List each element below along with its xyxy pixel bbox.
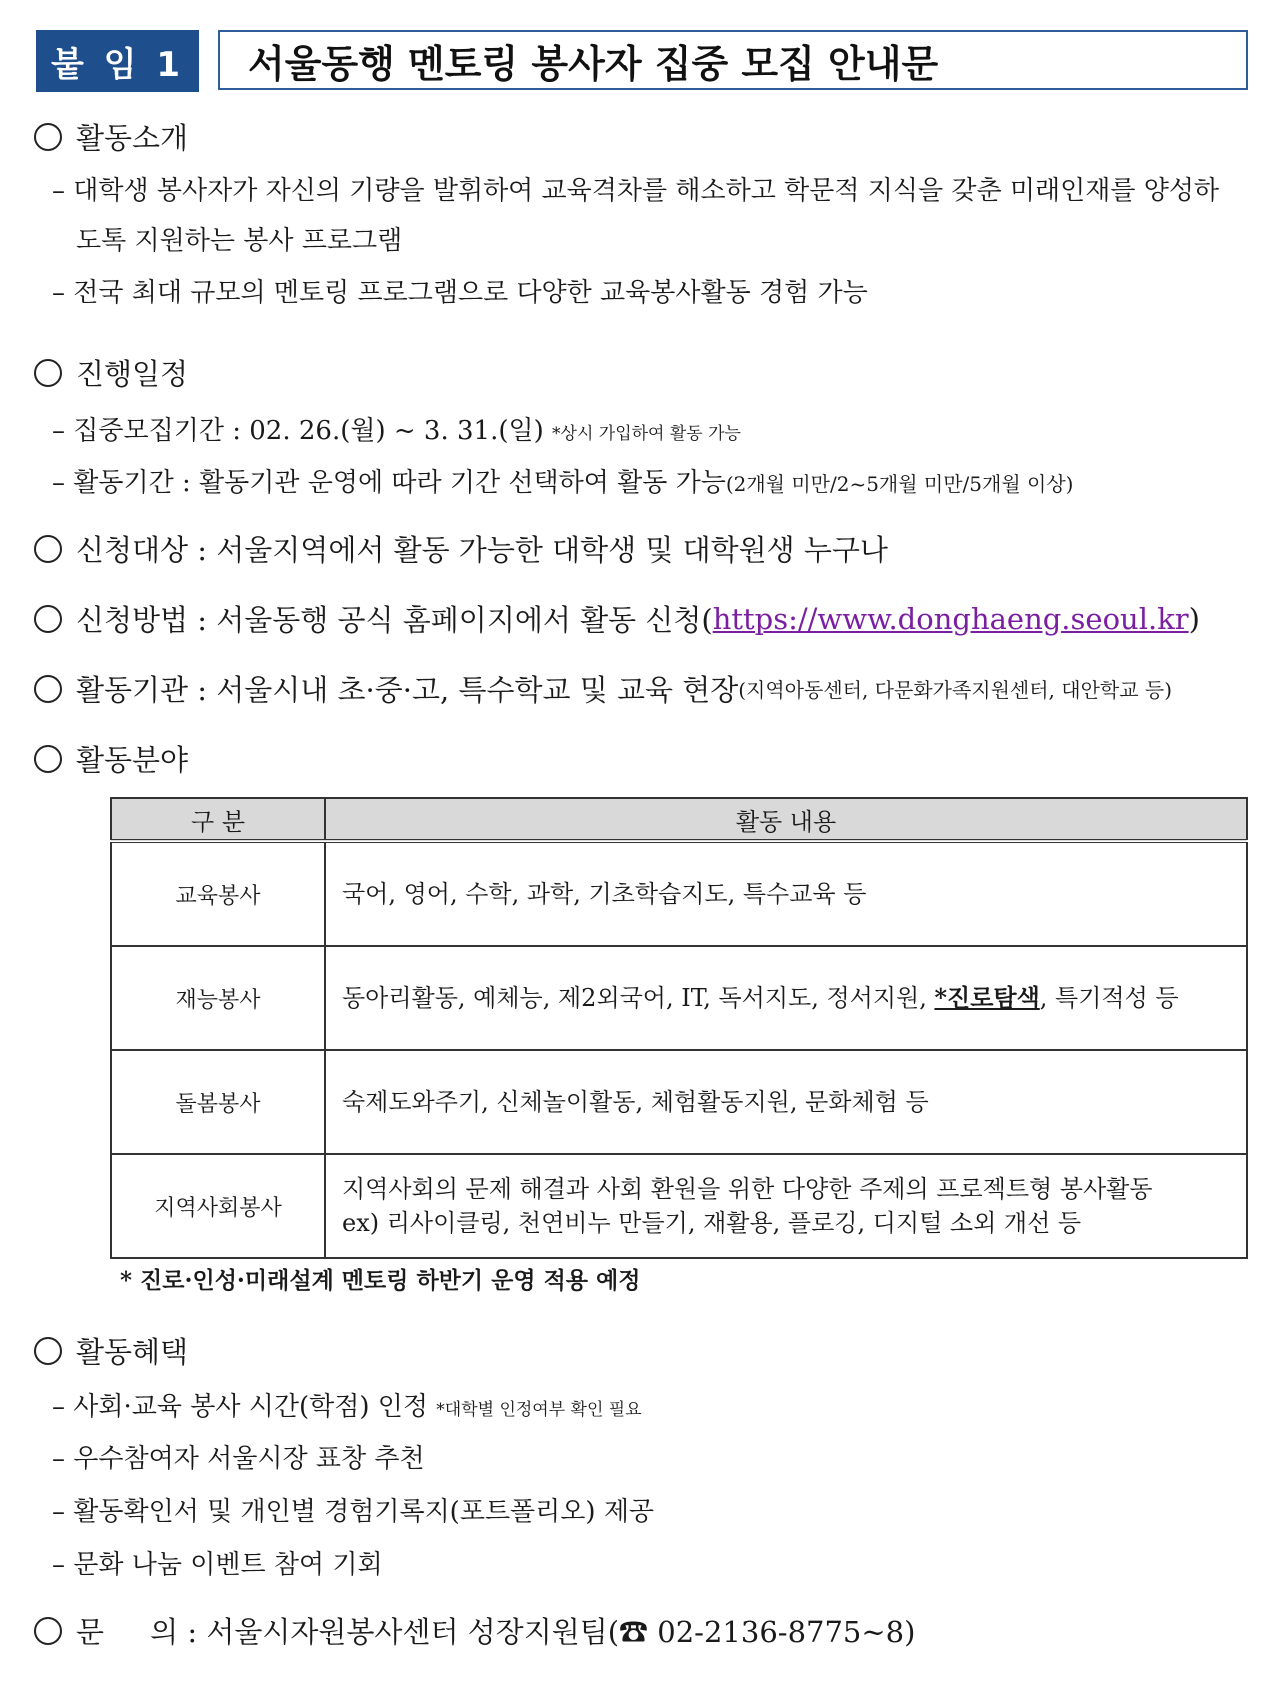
table-header-row <box>111 798 1247 841</box>
contact-text: 문 의 : 서울시자원봉사센터 성장지원팀(☎ 02-2136-8775~8) <box>76 1615 916 1649</box>
row-category: 재능봉사 <box>111 946 325 1050</box>
content-part: , 특기적성 등 <box>1039 984 1179 1012</box>
activity-table <box>110 797 1248 1259</box>
benefit-note: *대학별 인정여부 확인 필요 <box>436 1400 642 1420</box>
content-line: ex) 리사이클링, 천연비누 만들기, 재활용, 플로깅, 디지털 소외 개선 등 <box>342 1209 1082 1237</box>
method-close: ) <box>1188 601 1200 636</box>
benefit-line-1 <box>52 1386 642 1423</box>
row-category: 교육봉사 <box>111 841 325 946</box>
col-content: 활동 내용 <box>325 798 1247 841</box>
header <box>36 30 1248 94</box>
circle-bullet-icon <box>34 359 62 387</box>
homepage-link[interactable]: https://www.donghaeng.seoul.kr <box>712 601 1189 636</box>
section-benefits <box>34 1330 188 1371</box>
circle-bullet-icon <box>34 1617 62 1645</box>
row-category: 지역사회봉사 <box>111 1154 325 1258</box>
schedule-line-1 <box>52 410 741 447</box>
org-text: 활동기관 : 서울시내 초·중·고, 특수학교 및 교육 현장 <box>76 673 739 707</box>
benefit-line-2: – 우수참여자 서울시장 표창 추천 <box>52 1444 425 1474</box>
circle-bullet-icon <box>34 605 62 633</box>
org-note: (지역아동센터, 다문화가족지원센터, 대안학교 등) <box>738 678 1173 702</box>
page-title: 서울동행 멘토링 봉사자 집중 모집 안내문 <box>248 41 939 86</box>
section-heading: 진행일정 <box>76 357 189 391</box>
benefit-text: – 사회·교육 봉사 시간(학점) 인정 <box>52 1392 429 1422</box>
section-schedule <box>34 352 188 393</box>
section-heading: 활동혜택 <box>76 1335 189 1369</box>
schedule-period: – 집중모집기간 : 02. 26.(월) ~ 3. 31.(일) <box>52 416 544 446</box>
intro-line-1b: 도톡 지원하는 봉사 프로그램 <box>76 226 403 256</box>
target-text: 신청대상 : 서울지역에서 활동 가능한 대학생 및 대학원생 누구나 <box>76 533 888 567</box>
section-org <box>34 668 1172 709</box>
activity-period: – 활동기간 : 활동기관 운영에 따라 기간 선택하여 활동 가능 <box>52 468 726 498</box>
attachment-badge: 붙 임 1 <box>36 30 199 92</box>
circle-bullet-icon <box>34 535 62 563</box>
career-explore-highlight: *진로탐색 <box>934 983 1040 1012</box>
table-row <box>111 1154 1247 1258</box>
section-intro <box>34 116 188 157</box>
content-line: 지역사회의 문제 해결과 사회 환원을 위한 다양한 주제의 프로젝트형 봉사활동 <box>342 1175 1153 1203</box>
circle-bullet-icon <box>34 745 62 773</box>
section-contact <box>34 1610 915 1651</box>
content-part: 동아리활동, 예체능, 제2외국어, IT, 독서지도, 정서지원, <box>342 984 935 1012</box>
row-content <box>325 946 1247 1050</box>
table-row <box>111 1050 1247 1154</box>
row-content: 숙제도와주기, 신체놀이활동, 체험활동지원, 문화체험 등 <box>325 1050 1247 1154</box>
circle-bullet-icon <box>34 1337 62 1365</box>
circle-bullet-icon <box>34 123 62 151</box>
section-fields <box>34 738 188 779</box>
benefit-line-4: – 문화 나눔 이벤트 참여 기회 <box>52 1550 383 1580</box>
section-heading: 활동소개 <box>76 121 189 155</box>
section-method <box>34 598 1200 639</box>
schedule-line-2 <box>52 462 1073 499</box>
row-content <box>325 1154 1247 1258</box>
row-content: 국어, 영어, 수학, 과학, 기초학습지도, 특수교육 등 <box>325 841 1247 946</box>
section-heading: 활동분야 <box>76 743 189 777</box>
table-row <box>111 841 1247 946</box>
activity-period-note: (2개월 미만/2~5개월 미만/5개월 이상) <box>725 472 1074 496</box>
table-note: * 진로·인성·미래설계 멘토링 하반기 운영 적용 예정 <box>120 1267 641 1294</box>
intro-line-1: – 대학생 봉사자가 자신의 기량을 발휘하여 교육격차를 해소하고 학문적 지식을 갖춘 미래인재를 양성하 <box>52 176 1220 206</box>
benefit-line-3: – 활동확인서 및 개인별 경험기록지(포트폴리오) 제공 <box>52 1497 655 1527</box>
row-category: 돌봄봉사 <box>111 1050 325 1154</box>
intro-line-2: – 전국 최대 규모의 멘토링 프로그램으로 다양한 교육봉사활동 경험 가능 <box>52 278 868 308</box>
section-target <box>34 528 888 569</box>
title-box <box>218 30 1248 90</box>
col-category: 구 분 <box>111 798 325 841</box>
circle-bullet-icon <box>34 675 62 703</box>
schedule-note: *상시 가입하여 활동 가능 <box>552 424 741 444</box>
method-text: 신청방법 : 서울동행 공식 홈페이지에서 활동 신청( <box>76 603 713 637</box>
table-row <box>111 946 1247 1050</box>
